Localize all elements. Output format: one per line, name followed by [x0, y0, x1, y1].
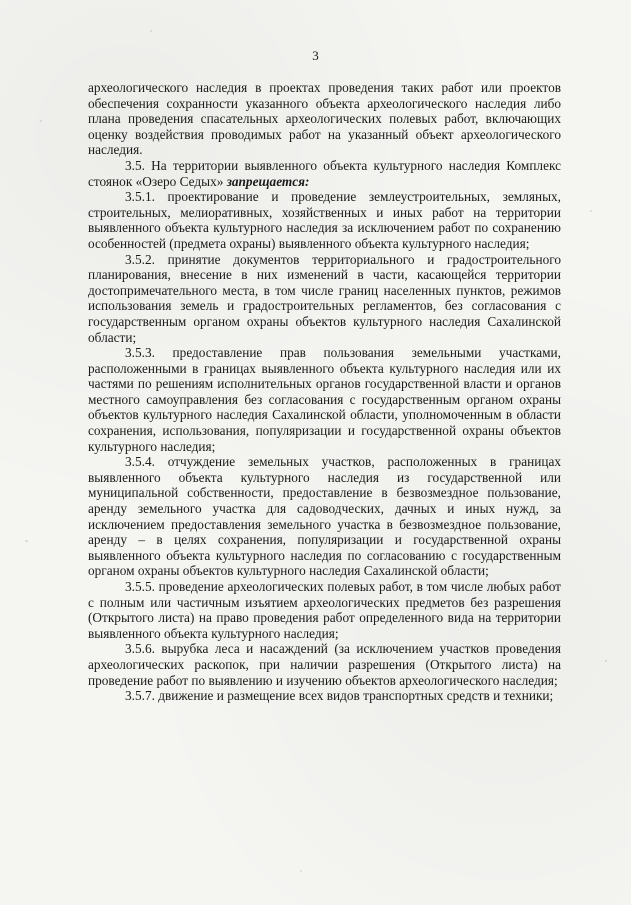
scan-speck: [150, 30, 152, 32]
scan-speck: [590, 210, 592, 212]
paragraph-3-5-1: [88, 189, 561, 251]
paragraph-text: 3.5.7. движение и размещение всех видов транспортных средств и техники;: [125, 688, 554, 704]
document-body: [88, 80, 561, 704]
paragraph-3-5-2: [88, 252, 561, 346]
scan-speck: [40, 120, 42, 122]
paragraph-text: 3.5.1. проектирование и проведение землеустроительных, земляных, строительных, мелиоративных, хозяйственных и иных работ на территории выявленного объекта культурного наследия за исключением работ по сохранению особенностей (предмета охраны) выявленного объекта культурного наследия;: [88, 189, 561, 251]
paragraph-3-5-4: [88, 454, 561, 579]
paragraph-text: 3.5.2. принятие документов территориального и градостроительного планирования, внесение в них изменений в части, касающейся территории достопримечательного места, в том числе границ населенных пунктов, режимов использования земель и градостроительных регламентов, без согласования с государственным органом охраны объектов культурного наследия Сахалинской области;: [88, 251, 561, 345]
prohibited-emphasis: запрещается:: [226, 173, 310, 189]
scan-speck: [300, 870, 302, 872]
page-number: 3: [312, 48, 319, 63]
paragraph-text: 3.5.5. проведение археологических полевых работ, в том числе любых работ с полным или частичным изъятием археологических предметов без разрешения (Открытого листа) на право проведения работ определенного вида на территории выявленного объекта культурного наследия;: [88, 579, 561, 641]
paragraph-text: 3.5.6. вырубка леса и насаждений (за исключением участков проведения археологических раскопок, при наличии разрешения (Открытого листа) на проведение работ по выявлению и изучению объектов археологического наследия;: [88, 641, 561, 688]
paragraph-3-5-5: [88, 579, 561, 641]
paragraph-3-5-6: [88, 641, 561, 688]
paragraph-3-5-3: [88, 345, 561, 454]
paragraph-text: 3.5.4. отчуждение земельных участков, расположенных в границах выявленного объекта культурного наследия из государственной или муниципальной собственности, предоставление в безвозмездное пользование, аренду земельного участка для садоводческих, дачных и иных нужд, за исключением предоставления земельного участка в безвозмездное пользование, аренду – в целях сохранения, популяризации и государственной охраны выявленного объекта культурного наследия по согласованию с государственным органом охраны объектов культурного наследия Сахалинской области;: [88, 454, 561, 579]
paragraph-text: 3.5. На территории выявленного объекта культурного наследия Комплекс стоянок «Озеро Седых»: [88, 157, 561, 189]
paragraph-text: 3.5.3. предоставление прав пользования земельными участками, расположенными в границах выявленного объекта культурного наследия или их частями по решениям исполнительных органов государственной власти и органов местного самоуправления без согласования с государственным органом охраны объектов культурного наследия Сахалинской области, уполномоченным в области сохранения, использования, популяризации и государственной охраны объектов культурного наследия;: [88, 345, 561, 454]
paragraph-3-5-7: [88, 688, 561, 704]
paragraph-3-5: [88, 158, 561, 189]
scan-speck: [25, 540, 28, 542]
scan-speck: [605, 660, 607, 662]
paragraph-text: археологического наследия в проектах проведения таких работ или проектов обеспечения сохранности указанного объекта археологического наследия либо плана проведения спасательных археологических полевых работ, включающих оценку воздействия проводимых работ на указанный объект археологического наследия.: [88, 80, 561, 158]
paragraph-intro-continuation: [88, 80, 561, 158]
